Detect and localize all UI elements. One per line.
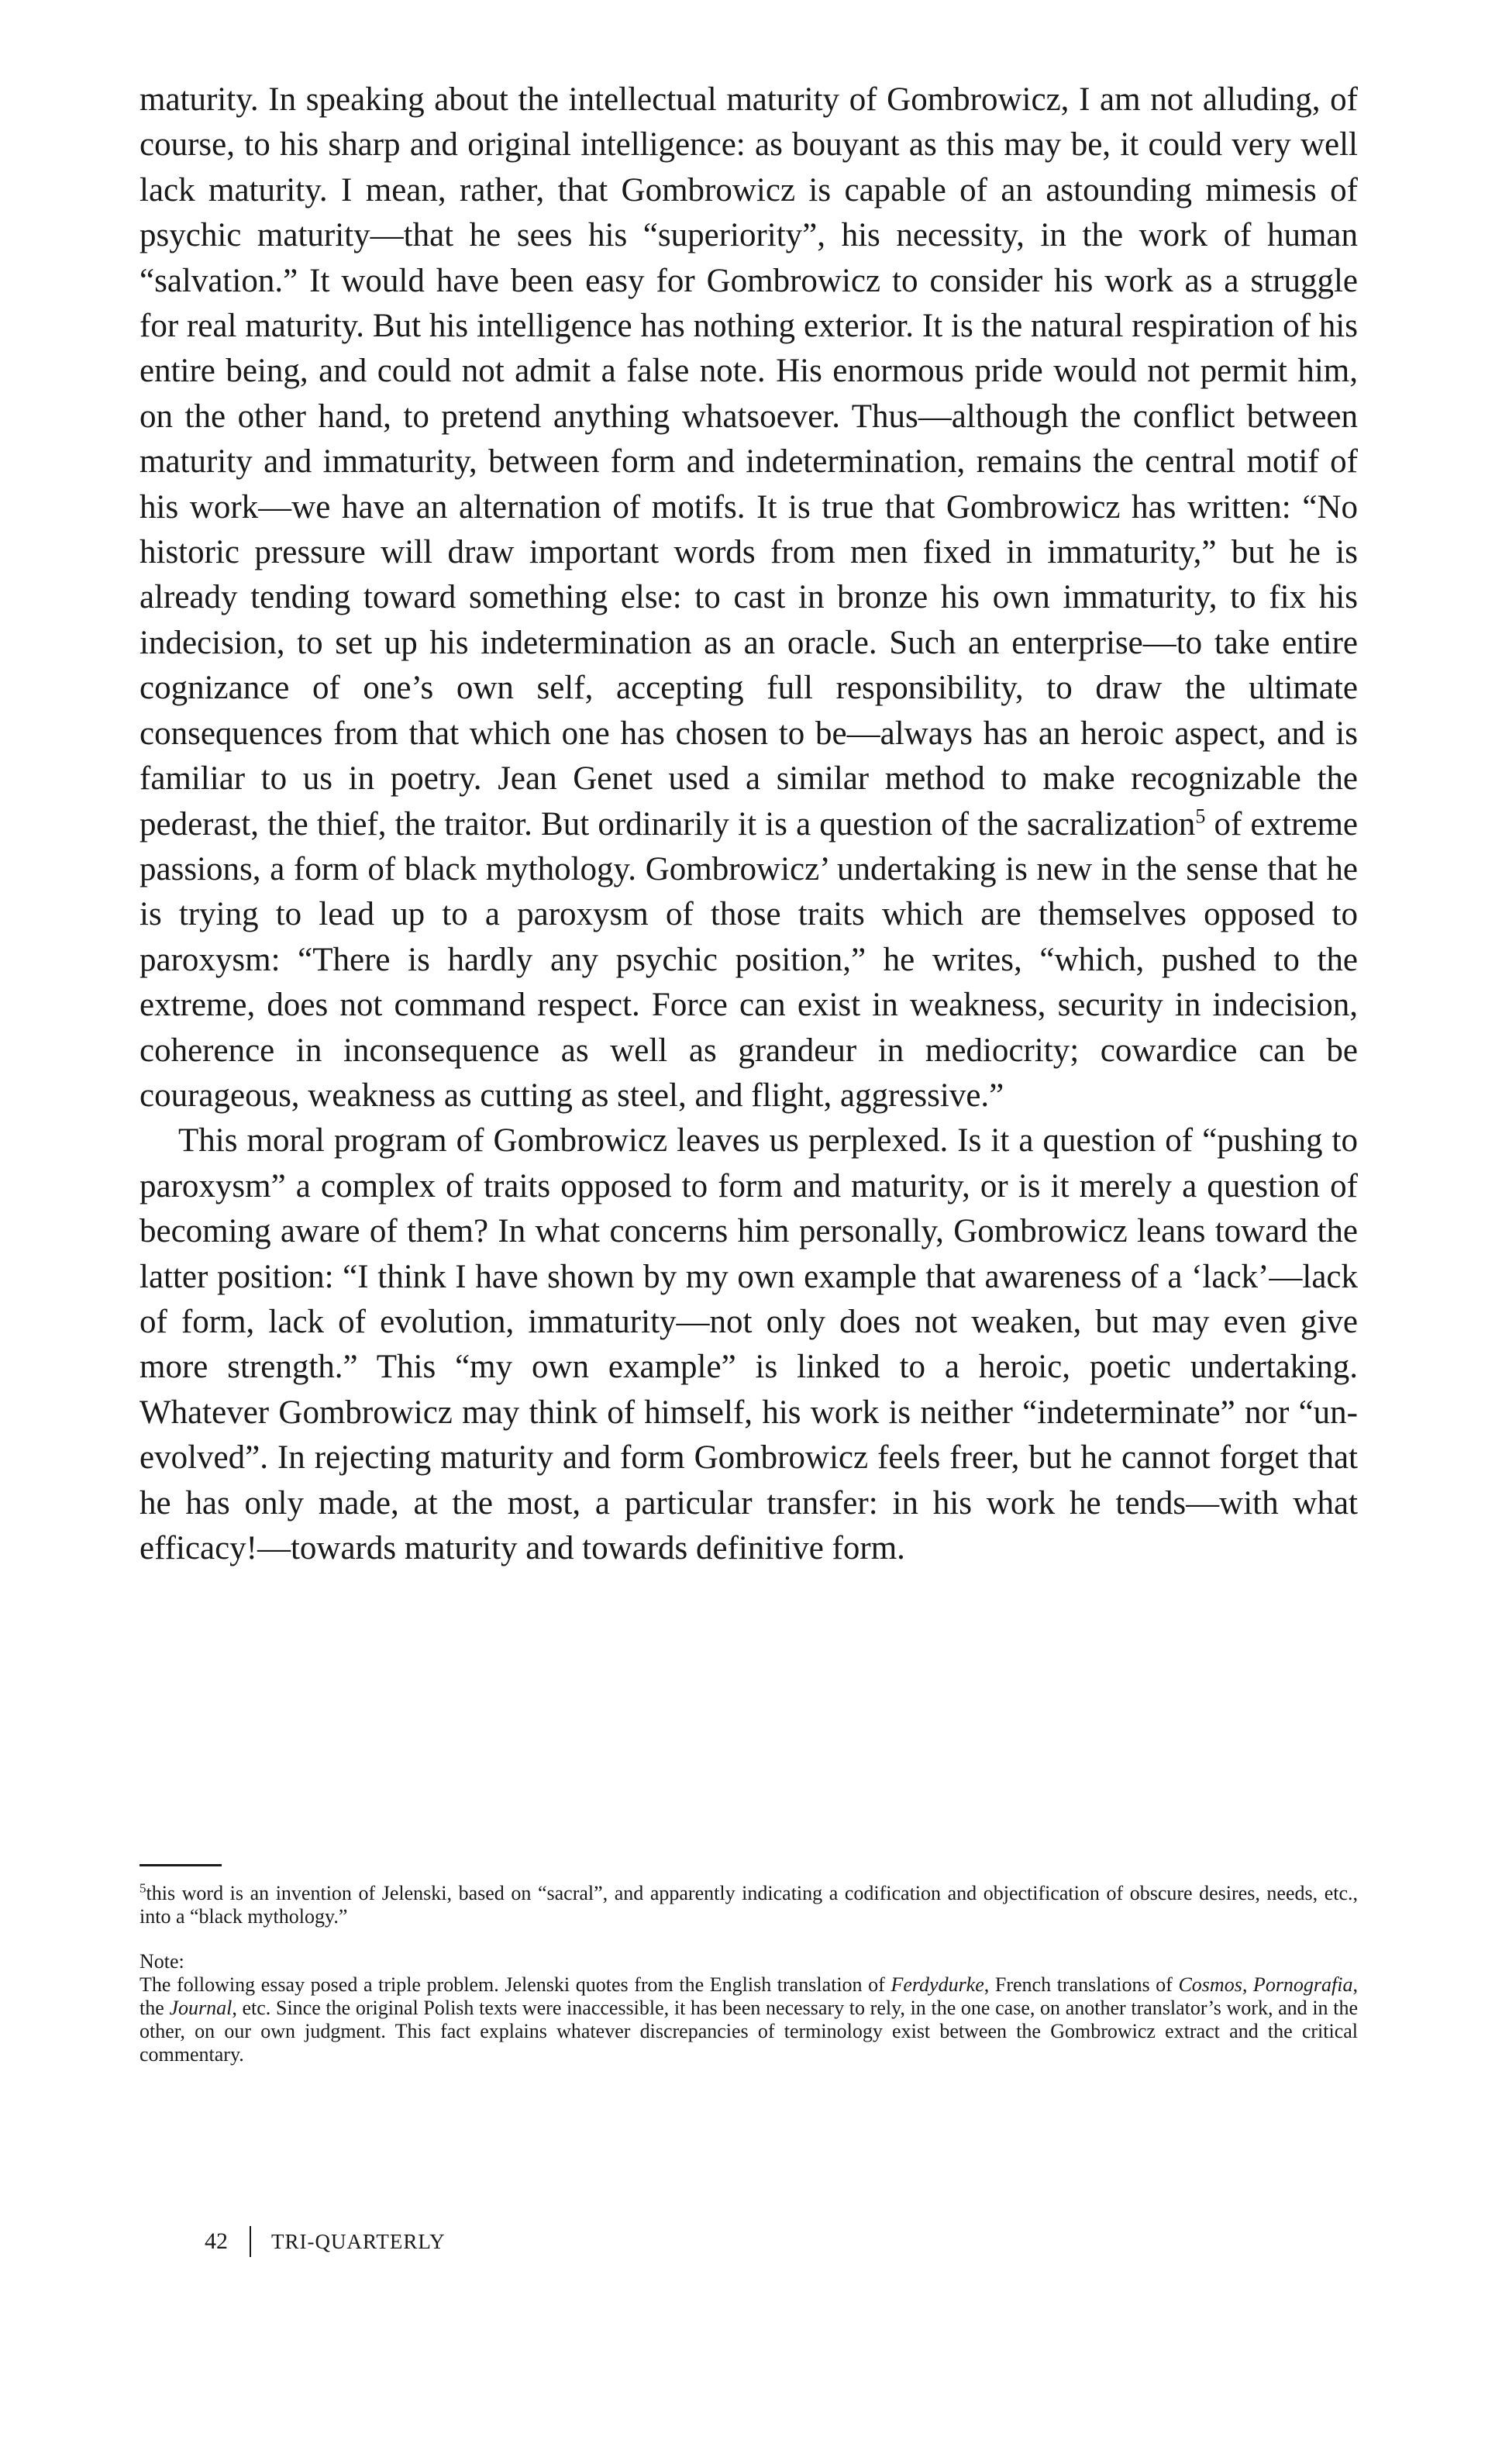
paragraph-1-text: maturity. In speaking about the intellectual maturity of Gombrowicz, I am not alluding, of course, to his sharp and original intelligence: as bouyant as this may be, it could very well lack maturity. I mean, rather, that Gombrowicz is capable of an astounding mimesis of psychic maturity—that he sees his “superiority”, his necessity, in the work of human “salvation.” It would have been easy for Gombrowicz to consider his work as a struggle for real maturity. But his intelligence has nothing exterior. It is the natural respiration of his entire being, and could not admit a false note. His enormous pride would not permit him, on the other hand, to pretend anything whatsoever. Thus—although the conflict between maturity and immaturity, between form and indetermination, remains the central motif of his work—we have an alternation of motifs. It is true that Gombrowicz has written: “No historic pressure will draw important words from men fixed in immaturity,” but he is already tending toward something else: to cast in bronze his own immaturity, to fix his indecision, to set up his indetermination as an oracle. Such an enterprise—to take entire cognizance of one’s own self, accepting full responsibility, to draw the ultimate consequences from that which one has chosen to be—always has an heroic aspect, and is familiar to us in poetry. Jean Genet used a similar method to make recognizable the pederast, the thief, the traitor. But ordinarily it is a question of the sacralization bbox=[140, 81, 1358, 843]
note-text-part-b: , French translations of bbox=[984, 1973, 1179, 1996]
paragraph-1 bbox=[140, 78, 1358, 1118]
page-number: 42 bbox=[205, 2228, 228, 2254]
note-label: Note: bbox=[140, 1950, 184, 1973]
page-content bbox=[140, 78, 1359, 2254]
paragraph-2: This moral program of Gombrowicz leaves us perplexed. Is it a question of “pushing to paroxysm” a complex of traits opposed to form and maturity, or is it merely a question of becoming aware of them? In what concerns him personally, Gombrowicz leans toward the latter position: “I think I have shown by my own example that awareness of a ‘lack’—lack of form, lack of evolution, immaturity—not only does not weaken, but may even give more strength.” This “my own example” is linked to a heroic, poetic undertaking. Whatever Gombrowicz may think of himself, his work is neither “indeterminate” nor “un-evolved”. In rejecting maturity and form Gombrowicz feels freer, but he cannot forget that he has only made, at the most, a particular transfer: in his work he tends—with what efficacy!—towards maturity and towards definitive form. bbox=[140, 1122, 1358, 1566]
note-text-part-c: , the bbox=[140, 1973, 1359, 2019]
main-text bbox=[140, 78, 1358, 1571]
note-text bbox=[140, 1973, 1358, 2066]
footnote bbox=[140, 1882, 1358, 1928]
note-text-part-a: The following essay posed a triple problem. Jelenski quotes from the English translation of bbox=[140, 1973, 891, 1996]
journal-name: TRI-QUARTERLY bbox=[271, 2229, 446, 2253]
page-footer bbox=[205, 2226, 446, 2257]
footnote-text: this word is an invention of Jelenski, based on “sacral”, and apparently indicating a codification and objectification of obscure desires, needs, etc., into a “black mythology.” bbox=[140, 1882, 1358, 1928]
title-journal: Journal bbox=[169, 1997, 233, 2019]
title-cosmos-pornografia: Cosmos, Pornografia bbox=[1178, 1973, 1353, 1996]
editor-note bbox=[140, 1950, 1358, 2066]
paragraph-1-continuation: of extreme passions, a form of black mythology. Gombrowicz’ undertaking is new in the sense that he is trying to lead up to a paroxysm of those traits which are themselves opposed to paroxysm: “There is hardly any psychic position,” he writes, “which, pushed to the extreme, does not command respect. Force can exist in weakness, security in indecision, coherence in inconsequence as well as grandeur in mediocrity; cowardice can be courageous, weakness as cutting as steel, and flight, aggressive.” bbox=[140, 805, 1358, 1114]
title-ferdydurke: Ferdydurke bbox=[891, 1973, 984, 1996]
footnote-marker: 5 bbox=[140, 1880, 146, 1896]
note-text-part-d: , etc. Since the original Polish texts were inaccessible, it has been necessary to rely, in the one case, on another translator’s work, and in the other, on our own judgment. This fact explains whatever discrepancies of terminology exist between the Gombrowicz extract and the critical commentary. bbox=[140, 1997, 1358, 2066]
notes-section bbox=[140, 1882, 1358, 2066]
footer-divider bbox=[250, 2226, 251, 2257]
footnote-divider bbox=[140, 1864, 222, 1866]
footnote-reference: 5 bbox=[1195, 805, 1206, 828]
